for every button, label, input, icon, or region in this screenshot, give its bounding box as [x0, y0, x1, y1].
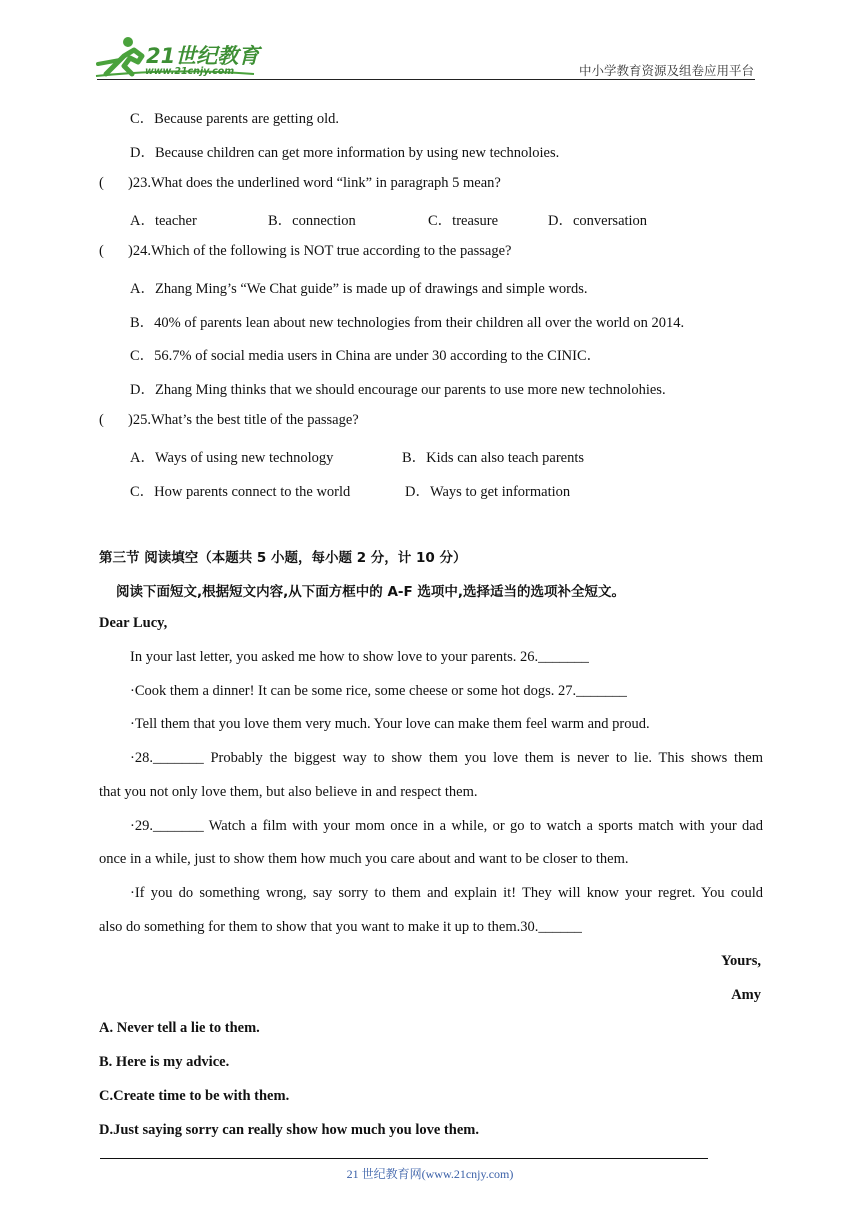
q23-stem: )23.What does the underlined word “link” in paragraph 5 mean?	[128, 175, 501, 191]
q22-option-c: C．Because parents are getting old.	[130, 111, 339, 127]
q25-option-c: C．How parents connect to the world	[130, 484, 351, 500]
q24-option-d: D．Zhang Ming thinks that we should encourage our parents to use more new technolohies.	[130, 382, 666, 398]
option-b: B. Here is my advice.	[99, 1054, 230, 1070]
letter-line-29: ·29._______ Watch a film with your mom once in a while, or go to watch a sports match with your dad	[130, 818, 763, 834]
option-d: D.Just saying sorry can really show how much you love them.	[99, 1122, 479, 1138]
letter-signature: Amy	[731, 987, 761, 1003]
q25-option-b: B．Kids can also teach parents	[402, 450, 585, 466]
letter-line-28-cont: that you not only love them, but also believe in and respect them.	[99, 784, 478, 800]
q23-blank: (	[99, 175, 104, 191]
q24-option-b: B．40% of parents lean about new technologies from their children all over the world on 2014.	[130, 315, 685, 331]
q23-option-b: B．connection	[268, 213, 356, 229]
q22-option-d: D．Because children can get more information by using new technoloies.	[130, 145, 560, 161]
logo-url: www.21cnjy.com	[145, 66, 235, 77]
q23-option-c: C．treasure	[428, 213, 499, 229]
q25-blank: (	[99, 412, 104, 428]
section-title: 第三节 阅读填空（本题共 5 小题，每小题 2 分，计 10 分）	[99, 550, 467, 566]
q25-stem: )25.What’s the best title of the passage?	[128, 412, 359, 428]
option-a: A. Never tell a lie to them.	[99, 1020, 260, 1036]
q25-option-a: A．Ways of using new technology	[130, 450, 334, 466]
footer-divider	[100, 1158, 708, 1159]
letter-line-28: ·28._______ Probably the biggest way to show them you love them is never to lie. This shows them	[130, 750, 763, 766]
letter-line-tell: ·Tell them that you love them very much. Your love can make them feel warm and proud.	[130, 716, 650, 732]
header-platform-name: 中小学教育资源及组卷应用平台	[578, 63, 754, 78]
option-c: C.Create time to be with them.	[99, 1088, 290, 1104]
letter-line-26: In your last letter, you asked me how to show love to your parents. 26._______	[130, 649, 589, 665]
q23-option-a: A．teacher	[130, 213, 197, 229]
letter-salutation: Dear Lucy,	[99, 615, 168, 631]
q24-stem: )24.Which of the following is NOT true according to the passage?	[128, 243, 512, 259]
letter-line-30: ·If you do something wrong, say sorry to them and explain it! They will know your regret. You could	[130, 885, 763, 901]
section-instruction: 阅读下面短文,根据短文内容,从下面方框中的 A-F 选项中,选择适当的选项补全短文。	[116, 584, 626, 600]
logo-text: 21世纪教育	[146, 44, 260, 68]
letter-line-30-cont: also do something for them to show that you want to make it up to them.30.______	[99, 919, 582, 935]
letter-closing: Yours,	[721, 953, 761, 969]
q23-option-d: D．conversation	[548, 213, 648, 229]
q24-blank: (	[99, 243, 104, 259]
letter-line-29-cont: once in a while, just to show them how much you care about and want to be closer to them.	[99, 851, 629, 867]
q24-option-c: C．56.7% of social media users in China are under 30 according to the CINIC．	[130, 348, 602, 364]
header-divider	[97, 79, 755, 80]
q25-option-d: D．Ways to get information	[405, 484, 571, 500]
letter-line-27: ·Cook them a dinner! It can be some rice, some cheese or some hot dogs. 27._______	[130, 683, 627, 699]
q24-option-a: A．Zhang Ming’s “We Chat guide” is made up of drawings and simple words.	[130, 281, 588, 297]
footer-site-link[interactable]: 21 世纪教育网(www.21cnjy.com)	[346, 1167, 514, 1181]
